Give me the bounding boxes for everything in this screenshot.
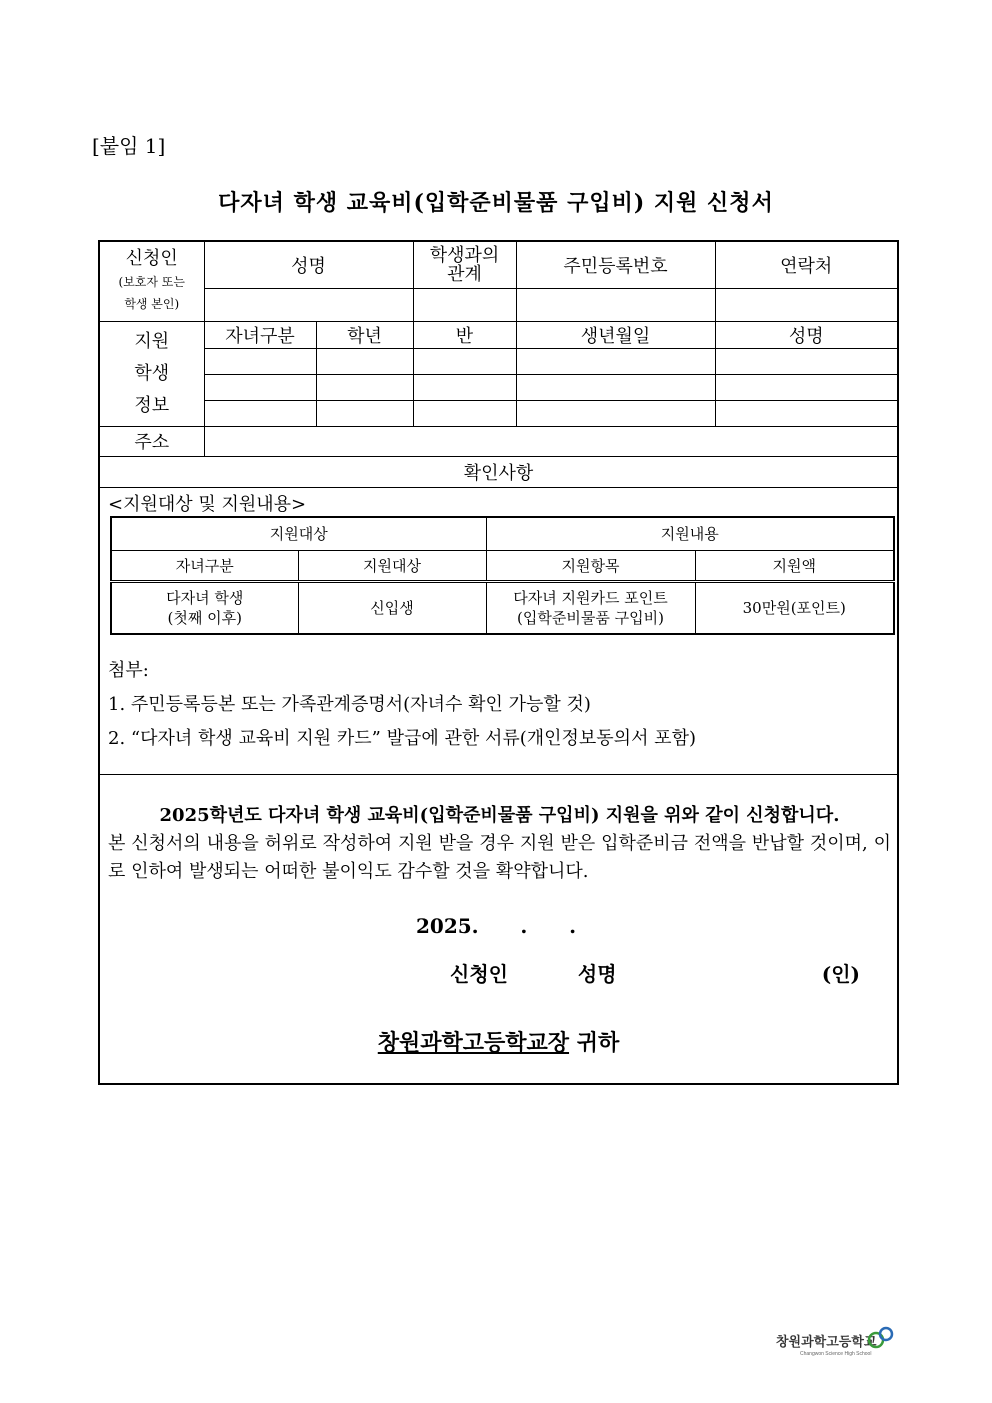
date-line: 2025. . . <box>416 914 577 938</box>
support-table <box>110 516 895 635</box>
section-divider <box>100 774 897 775</box>
group-header-target: 지원대상 <box>111 517 486 550</box>
student-field[interactable] <box>204 374 316 400</box>
header-target: 지원대상 <box>298 550 486 581</box>
header-child-type: 자녀구분 <box>111 550 298 581</box>
header-birthdate: 생년월일 <box>516 321 715 348</box>
support-subtitle: <지원대상 및 지원내용> <box>108 494 307 515</box>
attachment-label: [붙임 1] <box>92 134 166 158</box>
header-resident-number: 주민등록번호 <box>516 242 715 288</box>
applicant-label: 신청인 <box>125 248 178 270</box>
seal-mark: (인) <box>821 962 860 986</box>
signature-applicant: 신청인 <box>450 962 508 986</box>
logo-text: 창원과학고등학교 <box>776 1334 877 1349</box>
student-field[interactable] <box>516 348 715 374</box>
student-label-2: 학생 <box>134 362 170 384</box>
header-student-name: 성명 <box>715 321 897 348</box>
child-type-line2: (첫째 이후) <box>167 608 242 627</box>
recipient-line <box>100 1026 897 1057</box>
applicant-sublabel-2: 학생 본인) <box>124 297 180 312</box>
confirm-heading: 확인사항 <box>100 456 897 487</box>
cell-child-type <box>111 581 298 634</box>
attachment-item-2: 2. “다자녀 학생 교육비 지원 카드” 발급에 관한 서류(개인정보동의서 포함) <box>108 728 696 749</box>
student-label-3: 정보 <box>134 394 170 416</box>
cell-amount: 30만원(포인트) <box>695 581 894 634</box>
child-type-line1: 다자녀 학생 <box>166 588 244 607</box>
attachments-list <box>108 654 696 756</box>
student-info-label-cell <box>100 321 204 426</box>
cell-item <box>486 581 695 634</box>
student-field[interactable] <box>316 374 413 400</box>
item-line2: (입학준비물품 구입비) <box>517 608 664 627</box>
header-grade: 학년 <box>316 321 413 348</box>
form-title: 다자녀 학생 교육비(입학준비물품 구입비) 지원 신청서 <box>218 190 774 216</box>
student-field[interactable] <box>715 374 897 400</box>
student-field[interactable] <box>316 400 413 426</box>
student-label-1: 지원 <box>134 330 170 352</box>
attachments-heading: 첨부: <box>108 660 149 681</box>
logo-subtext: Changwon Science High School <box>800 1351 872 1357</box>
student-field[interactable] <box>204 400 316 426</box>
student-field[interactable] <box>715 348 897 374</box>
school-logo-icon <box>776 1322 900 1362</box>
student-field[interactable] <box>516 374 715 400</box>
application-form <box>98 240 899 1085</box>
school-logo <box>776 1322 900 1362</box>
header-amount: 지원액 <box>695 550 894 581</box>
cell-target: 신입생 <box>298 581 486 634</box>
header-name: 성명 <box>204 242 413 288</box>
header-class: 반 <box>413 321 516 348</box>
student-field[interactable] <box>516 400 715 426</box>
attachment-item-1: 1. 주민등록등본 또는 가족관계증명서(자녀수 확인 가능할 것) <box>108 694 591 715</box>
signature-name: 성명 <box>577 962 617 986</box>
student-field[interactable] <box>413 400 516 426</box>
recipient-school: 창원과학고등학교장 <box>377 1030 570 1056</box>
applicant-resident-number-field[interactable] <box>516 288 715 321</box>
student-field[interactable] <box>413 348 516 374</box>
student-field[interactable] <box>316 348 413 374</box>
header-contact: 연락처 <box>715 242 897 288</box>
address-label: 주소 <box>100 426 204 456</box>
header-item: 지원항목 <box>486 550 695 581</box>
student-field[interactable] <box>204 348 316 374</box>
address-field[interactable] <box>204 426 897 456</box>
student-field[interactable] <box>413 374 516 400</box>
header-relation-line1: 학생과의 <box>429 244 500 266</box>
declaration-body: 본 신청서의 내용을 허위로 작성하여 지원 받을 경우 지원 받은 입학준비금 전액을 반납할 것이며, 이로 인하여 발생되는 어떠한 불이익도 감수할 것을 확약합니다. <box>108 833 891 882</box>
recipient-suffix: 귀하 <box>569 1030 620 1056</box>
applicant-contact-field[interactable] <box>715 288 897 321</box>
declaration-bold: 2025학년도 다자녀 학생 교육비(입학준비물품 구입비) 지원을 위와 같이 신청합니다. <box>159 805 840 826</box>
applicant-name-field[interactable] <box>204 288 413 321</box>
item-line1: 다자녀 지원카드 포인트 <box>513 588 668 607</box>
signature-line <box>450 958 860 987</box>
header-relation <box>413 242 516 288</box>
applicant-label-cell <box>100 242 204 321</box>
applicant-table <box>100 242 897 488</box>
header-child-type: 자녀구분 <box>204 321 316 348</box>
applicant-sublabel-1: (보호자 또는 <box>118 275 185 290</box>
student-field[interactable] <box>715 400 897 426</box>
declaration <box>108 802 891 886</box>
group-header-content: 지원내용 <box>486 517 894 550</box>
applicant-relation-field[interactable] <box>413 288 516 321</box>
header-relation-line2: 관계 <box>447 263 482 285</box>
